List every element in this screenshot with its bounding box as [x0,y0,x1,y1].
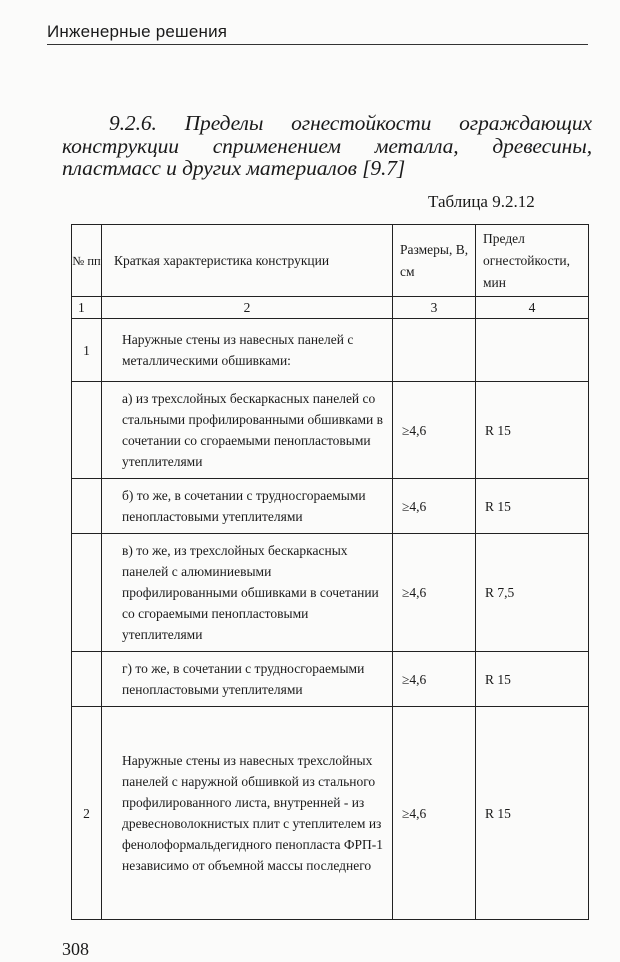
row-size: ≥4,6 [393,707,476,920]
row-number: 2 [72,707,102,920]
column-index: 1 [72,297,102,319]
page-number: 308 [62,939,89,959]
column-index: 4 [476,297,589,319]
row-size: ≥4,6 [393,652,476,707]
table-row [72,319,589,382]
table-row [72,479,589,534]
row-fire-limit: R 15 [476,382,589,479]
header-fire-limit: Предел огнестойкости, мин [476,225,589,297]
row-size: ≥4,6 [393,534,476,652]
row-size: ≥4,6 [393,479,476,534]
row-size: ≥4,6 [393,382,476,479]
header-rule [47,44,588,45]
row-size [393,319,476,382]
row-description: б) то же, в сочетании с трудносгораемыми пенопластовыми утеплителями [102,479,393,534]
row-fire-limit: R 15 [476,479,589,534]
row-description: в) то же, из трехслойных бескаркасных панелей с алюминиевыми профилированными обшивками в сочетании со сгораемыми пенопластовыми утеплителями [102,534,393,652]
row-fire-limit [476,319,589,382]
table-row [72,382,589,479]
row-number [72,479,102,534]
column-index: 2 [102,297,393,319]
row-description: Наружные стены из навесных панелей с металлическими обшивками: [102,319,393,382]
table-caption: Таблица 9.2.12 [428,192,535,211]
row-fire-limit: R 7,5 [476,534,589,652]
table-row [72,652,589,707]
section-title: 9.2.6. Пределы огнестойкости ограждающих конструкции сприменением металла, древесины, пластмасс и других материалов [9.7] [62,111,592,180]
row-number [72,382,102,479]
running-head: Инженерные решения [47,22,228,41]
column-index: 3 [393,297,476,319]
table-row [72,534,589,652]
row-number [72,652,102,707]
row-description: г) то же, в сочетании с трудносгораемыми пенопластовыми утеплителями [102,652,393,707]
header-description: Краткая характеристика конструкции [102,225,393,297]
column-index-row [72,297,589,319]
header-size: Размеры, В, см [393,225,476,297]
fire-resistance-table [71,224,589,920]
row-number [72,534,102,652]
table-header-row [72,225,589,297]
row-number: 1 [72,319,102,382]
row-fire-limit: R 15 [476,707,589,920]
table-row [72,707,589,920]
row-description: Наружные стены из навесных трехслойных панелей с наружной обшивкой из стального профилированного листа, внутренней - из древесноволокнистых плит с утеплителем из фенолоформальдегидного пенопласта ФРП-1 независимо от объемной массы последнего [102,707,393,920]
row-description: а) из трехслойных бескаркасных панелей со стальными профилированными обшивками в сочетании со сгораемыми пенопластовыми утеплителями [102,382,393,479]
row-fire-limit: R 15 [476,652,589,707]
header-num: № пп [72,225,102,297]
